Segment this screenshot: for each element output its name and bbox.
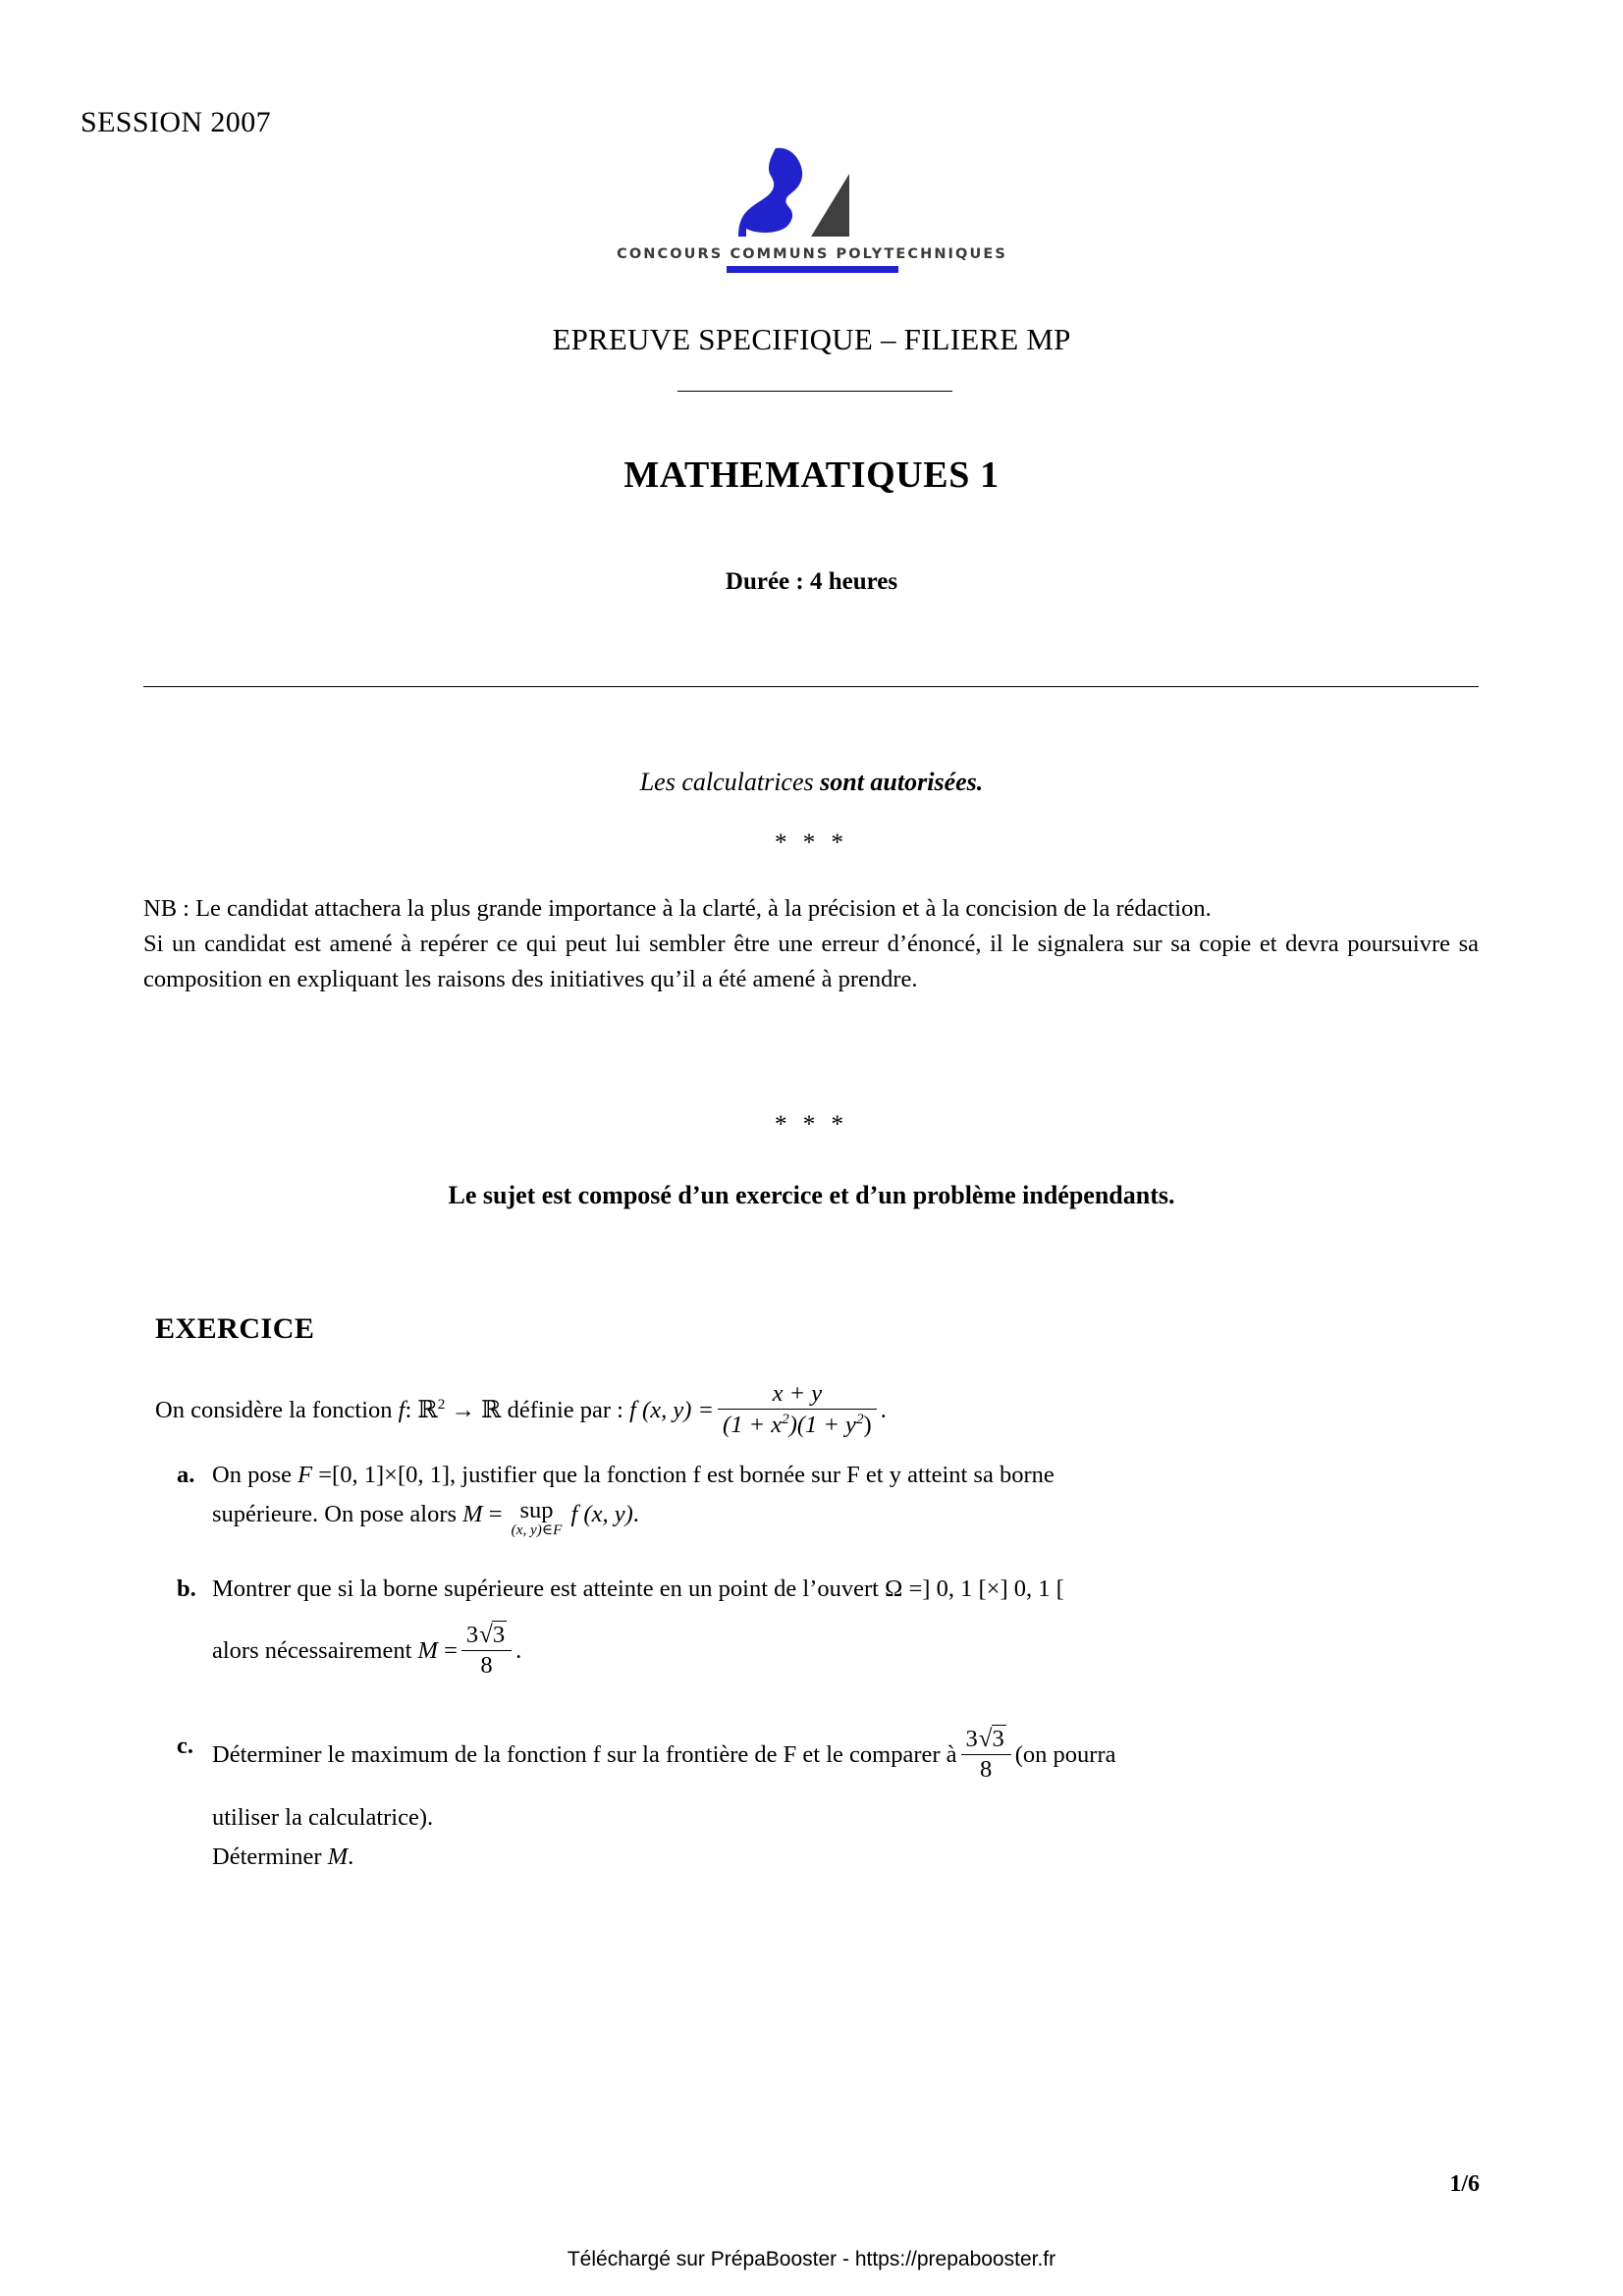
denominator-part-1: (1 + x [723,1412,783,1439]
item-b-text-2: alors nécessairement [212,1636,412,1664]
item-b-fraction-numerator [461,1621,512,1650]
header-divider-long [143,686,1479,687]
sqrt-icon: √3 [978,1726,1004,1753]
exercice-body [155,1382,1481,1877]
logo-flame-shape [738,148,802,237]
item-b-times-icon: × [986,1575,1001,1602]
header-divider-short [677,391,952,392]
nb-line-2: Si un candidat est amené à repérer ce qui peut lui sembler être une erreur d’énoncé, il le signalera sur sa copie et devra poursuivre sa composition en expliquant les raisons des initiatives qu’il a été amené à prendre. [143,931,1479,992]
logo-underline-bar [727,266,898,273]
item-c-tag: c. [177,1733,193,1760]
item-a-line-2 [212,1495,1481,1536]
item-a-line-1 [212,1456,1481,1495]
exercise-item-a [155,1456,1481,1536]
item-b-coefficient: 3 [465,1621,479,1648]
item-a-set-F: F [298,1461,313,1488]
page-title: MATHEMATIQUES 1 [623,454,1000,496]
session-label: SESSION 2007 [81,106,271,138]
page-number: 1/6 [1449,2171,1480,2197]
item-c-symbol-M: M [327,1843,349,1871]
function-fraction [718,1380,877,1440]
item-b-fraction-denominator: 8 [461,1650,512,1681]
logo-mark [601,142,1023,245]
intro-period: . [880,1397,887,1424]
nb-paragraph [143,891,1479,997]
function-expression-lhs: f (x, y) = [629,1397,715,1424]
item-c-text-3: Déterminer [212,1843,322,1871]
codomain-set-R: ℝ [481,1395,502,1424]
item-b-equals-2: = [444,1636,458,1664]
item-c-text-1: Déterminer le maximum de la fonction f sur la frontière de F et le comparer à [212,1741,957,1769]
domain-set-R: ℝ [417,1395,438,1424]
item-a-text-3: supérieure. On pose alors [212,1500,458,1527]
denominator-exp-1: 2 [782,1410,789,1427]
exercise-item-b [155,1570,1481,1682]
fraction-denominator [718,1409,877,1440]
fraction-numerator: x + y [772,1380,823,1407]
intro-text-mid: définie par : [507,1397,623,1424]
exam-logo [601,142,1023,273]
item-c-line-3 [212,1838,1481,1877]
item-c-fraction [961,1725,1011,1785]
item-b-radicand: 3 [492,1621,506,1648]
sqrt-icon: √3 [479,1621,506,1648]
item-b-fraction [461,1621,512,1681]
duration-label: Durée : 4 heures [725,568,898,595]
item-a-equals: = [318,1461,333,1488]
item-c-line-2: utiliser la calculatrice). [212,1804,434,1832]
calculators-notice [0,768,1623,797]
item-a-text-2: , justifier que la fonction f est bornée sur F et y atteint sa borne [450,1461,1055,1488]
logo-caption: CONCOURS COMMUNS POLYTECHNIQUES [617,246,1007,262]
item-a-interval-2: [0, 1] [397,1461,451,1488]
exercice-heading: EXERCICE [155,1312,315,1345]
item-c-radicand: 3 [992,1726,1004,1753]
denominator-exp-2: 2 [855,1410,864,1427]
calculators-notice-emphasis: sont autorisées. [820,768,984,796]
item-a-symbol-M: M [462,1500,483,1527]
item-b-interval-1: ] 0, 1 [ [922,1575,987,1602]
item-b-line-2 [212,1623,1481,1682]
item-b-period: . [515,1636,522,1664]
nb-line-1: NB : Le candidat attachera la plus grande importance à la clarté, à la précision et à la concision de la rédaction. [143,895,1212,922]
item-a-times-icon: × [384,1461,398,1488]
intro-text-before: On considère la fonction [155,1397,393,1424]
item-c-fraction-numerator [961,1725,1011,1754]
item-a-text-1: On pose [212,1461,292,1488]
item-c-period: . [348,1843,354,1871]
epreuve-title: EPREUVE SPECIFIQUE – FILIERE MP [552,322,1071,356]
item-a-interval-1: [0, 1] [332,1461,385,1488]
sup-subscript: (x, y)∈F [511,1521,563,1538]
function-definition-line [155,1382,1481,1442]
logo-triangle-shape [811,174,849,237]
function-symbol-f: f [398,1397,406,1424]
item-c-line-1 [212,1727,1481,1787]
composition-notice: Le sujet est composé d’un exercice et d’un problème indépendants. [448,1181,1175,1209]
item-b-line-1 [212,1570,1481,1609]
intro-colon: : [405,1397,412,1424]
denominator-part-3: ) [863,1412,872,1439]
item-a-function-call: f (x, y) [570,1500,633,1527]
item-a-tag: a. [177,1461,195,1488]
stars-separator-2: * * * [775,1111,848,1138]
item-b-symbol-M: M [417,1636,438,1664]
arrow-icon: → [451,1397,475,1424]
item-b-tag: b. [177,1575,196,1602]
item-b-equals: = [908,1575,923,1602]
item-a-period: . [632,1500,639,1527]
supremum-operator [512,1498,563,1538]
sup-label: sup [519,1497,554,1524]
denominator-part-2: )(1 + y [788,1412,856,1439]
stars-separator-1: * * * [775,829,848,856]
item-c-text-2: (on pourra [1014,1741,1116,1769]
item-b-text-1: Montrer que si la borne supérieure est atteinte en un point de l’ouvert [212,1575,879,1602]
item-c-coefficient: 3 [965,1726,978,1753]
item-a-equals-2: = [488,1500,503,1527]
domain-exponent: 2 [437,1395,446,1413]
calculators-notice-prefix: Les calculatrices [639,768,821,796]
logo-graphic [601,142,1023,245]
item-c-fraction-denominator: 8 [961,1754,1011,1785]
item-b-symbol-omega: Ω [885,1575,903,1602]
item-b-interval-2: ] 0, 1 [ [1000,1575,1064,1602]
exercise-item-c [155,1727,1481,1877]
download-watermark: Téléchargé sur PrépaBooster - https://prepabooster.fr [567,2248,1056,2270]
